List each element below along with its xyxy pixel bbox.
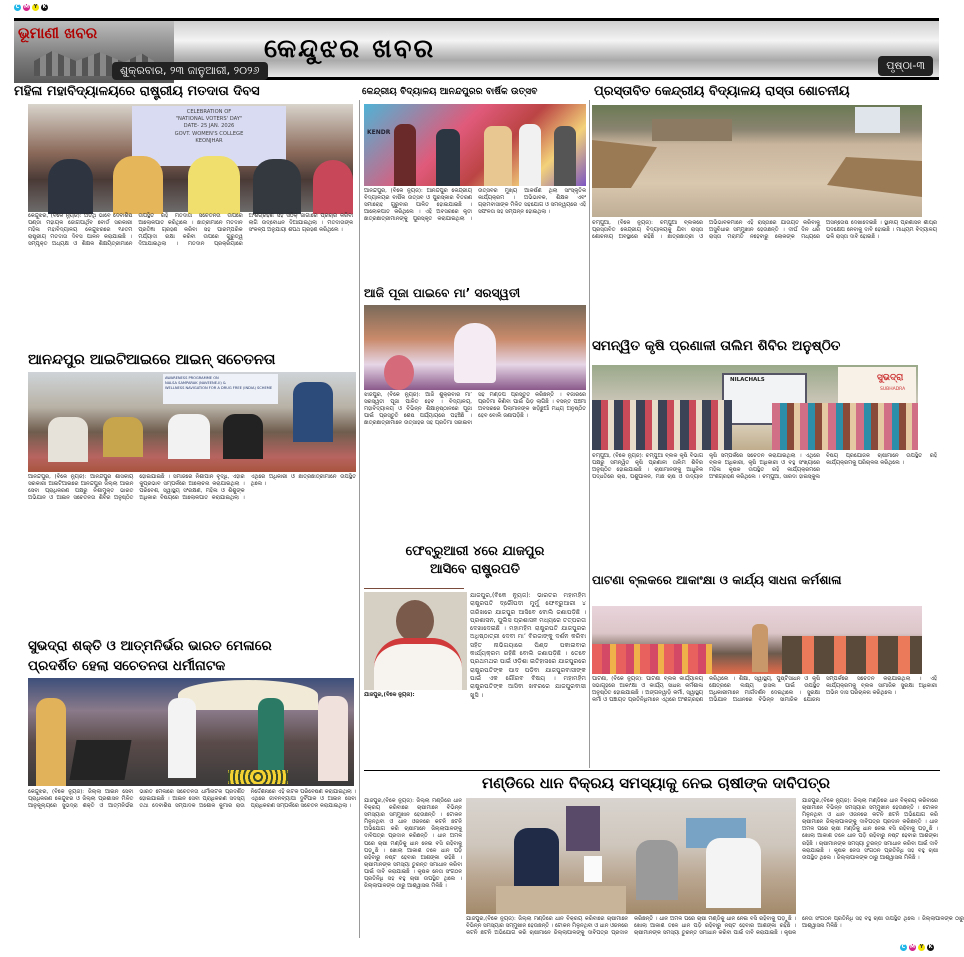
yellow-dot-icon: Y: [33, 4, 38, 10]
photo-krishi: [592, 365, 918, 450]
article-body-voters-day: କେନ୍ଦୁଝର, (ବିକେ ନ୍ୟୁଜ): ଅତିଥି ଭାବେ ଦେବାଶିଷ ପଣ୍ଡା ମହାୟକ ଜୋଗପାର୍ଥିବ ବୋର୍ଡ ସରକାରୀ ମହିଳା ମହାବିଦ୍ୟାଳୟ କେନ୍ଦୁଝରରେ ୧୬ତମ ରାଷ୍ଟ୍ରୀୟ ମତଦାତା ଦିବସ ପାଳନ କରାଯାଇଛି । ସମ୍ପୃକ୍ତ ଅଧ୍ୟକ୍ଷ ଓ ଶିକ୍ଷକ ଶିକ୍ଷୟିତ୍ରୀମାନେ ଉପସ୍ଥିତ ରହି ମତଦାତା ସଚେତନତା ଉପରେ ଆଲୋକପାତ କରିଥିଲେ । ଛାତ୍ରୀମାନେ ମତଦାନ ପ୍ରତିଜ୍ଞା ଗ୍ରହଣ କରିବା ସହ ପାରମ୍ପରିକ ମର୍ଯ୍ୟାଦା ରକ୍ଷା କରିବା ଉପରେ ଗୁରୁତ୍ୱ ଦିଆଯାଇଥିଲା । ମତଦାନ ପ୍ରକ୍ରିୟାରେ ଅଂଶଗ୍ରହଣ ସହ ସଠିକ୍ ଜାଗାରେ ପ୍ରଚାର କରିବା ଲାଗି ଉଦ୍ବୋଧନ ଦିଆଯାଇଥିଲା । ମତଦାତାଙ୍କ ସଂକଳ୍ପ ଅନୁଯାୟୀ ଶପଥ ଗ୍ରହଣ କରିଥିଲେ ।: [28, 213, 353, 248]
registration-marks-bottom: [900, 944, 934, 951]
headline-paddy-memo: ମଣ୍ଡିରେ ଧାନ ବିକ୍ରୟ ସମସ୍ୟାକୁ ନେଇ ଚାଷୀଙ୍କ ଦାବିପତ୍ର: [482, 774, 830, 792]
photo-voters-day: [28, 104, 353, 212]
headline-krishi: ସମନ୍ୱିତ କୃଷି ପ୍ରଣାଳୀ ତାଲିମ ଶିବିର ଅନୁଷ୍ଠିତ: [592, 338, 841, 354]
black-dot-icon: K: [42, 4, 47, 10]
banner-line: CELEBRATION OF: [186, 109, 232, 115]
article-body-subhadra-mela: କେନ୍ଦୁଝର, (ବିକେ ନ୍ୟୁଜ): ଜିଲ୍ଲା ଆଇନ ସେବା ପ୍ରାଧିକରଣ କେନ୍ଦୁଝର ଓ ଜିଲ୍ଲା ପ୍ରଶାସନ ମିଳିତ ଆନୁକୂଲ୍ୟରେ ସୁଭଦ୍ରା ଶକ୍ତି ଓ ଆତ୍ମନିର୍ଭର ଭାରତ ମେଳାରେ ସଚେତନତା ଧର୍ମୀନାଟକ ପ୍ରଦର୍ଶିତ ହୋଇଯାଇଛି । ଆଇନ ସେବା ପ୍ରାଧିକରଣ ସଦସ୍ୟ ତଥା ଦେବାଶିଷ ସମ୍ପାଦକ ଅଶୋକ କୁମାର ରାଉ ନିର୍ଦ୍ଦେଶନାରେ ଏହି ନାଟକ ପରିବେଷଣ କରାଯାଇଥିଲା । ଏଥିରେ ଜୀବନବ୍ୟାପୀ ଦୁର୍ବିପାକ ଓ ଆଇନ ସେବା ପ୍ରାଧିକରଣ ସମ୍ପର୍କରେ ସଚେତନ କରାଯାଇଥିଲା ।: [28, 789, 356, 810]
page-number: ପୃଷ୍ଠା-୩: [878, 56, 933, 76]
banner-line: NALSA SAMPARAK (NAVEENE-II) &: [165, 381, 226, 385]
headline-saraswati: ଆଜି ପୂଜା ପାଇବେ ମା’ ସରସ୍ୱତୀ: [364, 286, 521, 300]
photo-iti-awareness: [28, 372, 356, 472]
column-divider: [359, 100, 360, 938]
headline-kv-anandapur: କେନ୍ଦ୍ରୀୟ ବିଦ୍ୟାଳୟ ଆନନ୍ଦପୁରର ବାର୍ଷିକ ଉତ୍ସବ: [362, 86, 538, 97]
photo-kv-anandapur: [364, 104, 586, 186]
article-body-president: ଯାଜପୁର,(ବିକେ ନ୍ୟୁଜ): ଭାରତର ମହାମହିମ ରାଷ୍ଟ୍ରପତି ଦ୍ରୌପଦୀ ମୁର୍ମୁ ଫେବ୍ରୁଆରୀ ୪ ତାରିଖରେ ଯାଜପୁର ଆସିବେ ବୋଲି ଜଣାପଡ଼ିଛି । ପ୍ରଶାସନ, ପୁଲିସ ପ୍ରଶାସନ ମଧ୍ୟରେ ତତ୍ପରତା ଦେଖାଦେଇଛି । ମହାମହିମ ରାଷ୍ଟ୍ରପତି ଯାଜପୁରର ଅଧିଷ୍ଠାତ୍ରୀ ଦେବୀ ମା’ ବିରଜାଙ୍କୁ ଦର୍ଶନ କରିବା ସହିତ ନାଭିଗୟାରେ ପିଣ୍ଡ ପକାଇବାର କାର୍ଯ୍ୟକ୍ରମ ରହିଛି ବୋଲି ଜଣାପଡ଼ିଛି । ତେବେ ପ୍ରଥମଥର ପାଇଁ ଓଡ଼ିଶା ଇତିହାସରେ ଯାଜପୁରରେ ରାଷ୍ଟ୍ରପତିଙ୍କ ପାଦ ପଡ଼ିବା ଯାଜପୁରବାସୀଙ୍କ ପାଇଁ ଏକ ଗୌରବ ବିଷୟ । ମହାମହିମ ରାଷ୍ଟ୍ରପତିଙ୍କ ଆସିବା ଖବରରେ ଯାଜପୁରବାସୀ ଖୁସି ।: [470, 592, 587, 699]
photo-saraswati: [364, 305, 586, 390]
banner-text: SUBHADRA: [880, 387, 906, 392]
headline-president-line2: ଆସିବେ ରାଷ୍ଟ୍ରପତି: [430, 562, 520, 577]
cyan-dot-icon: C: [15, 4, 20, 10]
banner-text: ସୁଭଦ୍ରା: [877, 373, 904, 383]
banner-line: DATE- 25 JAN. 2026: [183, 123, 235, 130]
yellow-dot-icon: Y: [919, 944, 924, 950]
banner-line: AWARENESS PROGRAMME ON: [165, 376, 219, 380]
article-body-iti-awareness: ଆନନ୍ଦପୁର, (ବିକେ ନ୍ୟୁଜ): ଆନନ୍ଦପୁର ଶାସକୀୟ ସରକାରୀ ଆଇଟିଆଇରେ ଆନନ୍ଦପୁର ଜିଲ୍ଲା ଆଇନ ସେବା ପ୍ରାଧିକରଣ ପକ୍ଷରୁ ନିଶାମୁକ୍ତ ଭାରତ ଅଭିଯାନ ଓ ଆଇନ ସଚେତନତା ଶିବିର ଅନୁଷ୍ଠିତ ହୋଇଯାଇଛି । ସମାଜରେ ନିଶାପାନ ବୃଦ୍ଧି, ଏହାର କୁପ୍ରଭାବ ସମ୍ପର୍କରେ ଆଲୋଚନା କରାଯାଇଥିଲା । ପରିବେଶ, ସ୍ୱାସ୍ଥ୍ୟ ସଂରକ୍ଷଣ, ମହିଳା ଓ ଶିଶୁଙ୍କ ଅଧିକାର ବିଷୟରେ ଆଲୋକପାତ କରାଯାଇଥିଲା । ଏଥିରେ ଅଧିକାରୀ ଓ ଛାତ୍ରଛାତ୍ରୀମାନେ ଉପସ୍ଥିତ ଥିଲେ ।: [28, 474, 356, 502]
divider: [364, 588, 464, 589]
magenta-dot-icon: M: [910, 944, 915, 950]
headline-subhadra-line1: ସୁଭଦ୍ରା ଶକ୍ତି ଓ ଆତ୍ମନିର୍ଭର ଭାରତ ମେଳାରେ: [28, 638, 272, 654]
cyan-dot-icon: C: [901, 944, 906, 950]
banner-line: KENDR: [367, 129, 391, 136]
president-dateline: ଯାଜପୁର,(ବିକେ ନ୍ୟୁଜ):: [364, 692, 415, 698]
article-body-krishi: ଚମ୍ପୁଆ, (ବିକେ ନ୍ୟୁଜ): ଚମ୍ପୁଆ ବ୍ଲକ କୃଷି ବିଭାଗ ପକ୍ଷରୁ ସମନ୍ୱିତ କୃଷି ପ୍ରଣାଳୀ ତାଲିମ ଶିବିର ଅନୁଷ୍ଠିତ ହୋଇଯାଇଛି । ଚାଷୀମାନଙ୍କୁ ଆଧୁନିକ ପଦ୍ଧତିରେ ଚାଷ, ପଶୁପାଳନ, ମାଛ ଚାଷ ଓ ଉଦ୍ୟାନ କୃଷି ସମ୍ପର୍କରେ ସଚେତନ କରାଯାଇଥିଲା । ଏଥିରେ ବ୍ଲକ ଅଧିକାରୀ, କୃଷି ଅଧିକାରୀ ଓ ବହୁ ସଂଖ୍ୟାରେ ମହିଳା କୃଷକ ଉପସ୍ଥିତ ରହି କାର୍ଯ୍ୟକ୍ରମରେ ଅଂଶଗ୍ରହଣ କରିଥିଲେ । ଚମ୍ପୁଆ, ସାରଦା ହାଇସ୍କୁଲ ବିଷୟ ପ୍ରଯୋଜକ ଚାଷୀମାନେ ଉପସ୍ଥିତ ରହି କାର୍ଯ୍ୟକ୍ରମକୁ ପରିଚାଳନା କରିଥିଲେ ।: [592, 453, 937, 481]
masthead: [14, 18, 939, 80]
headline-patana-workshop: ପାଟଣା ବ୍ଲକରେ ଆକାଂକ୍ଷା ଓ କାର୍ଯ୍ୟ ସାଧନା କର୍ମଶାଳା: [592, 573, 842, 587]
banner-line: KEONJHAR: [195, 137, 223, 144]
registration-marks-top: [14, 4, 48, 11]
black-dot-icon: K: [928, 944, 933, 950]
brand-logo: ଭୂମାଣୀ ଖବର: [18, 24, 98, 42]
article-body-paddy-memo-left: ଯାଜପୁର,(ବିକେ ନ୍ୟୁଜ): ଜିଲ୍ଲା ମଣ୍ଡିରେ ଧାନ ବିକ୍ରୟ କରିବାରେ ଚାଷୀମାନେ ବିଭିନ୍ନ ସମସ୍ୟାର ସମ୍ମୁଖୀନ ହେଉଛନ୍ତି । ଟୋକନ ମିଳୁନଥିବା ଓ ଧାନ ଓଜନରେ କଟନି ଛଟନି ଅଭିଯୋଗ କରି ଚାଷୀମାନେ ଜିଲ୍ଲାପାଳଙ୍କୁ ଦାବିପତ୍ର ପ୍ରଦାନ କରିଛନ୍ତି । ଧାନ ଅମଳ ପରେ ଚାଷୀ ମଣ୍ଡିକୁ ଧାନ ନେଇ ବସି ରହିବାକୁ ପଡ଼ୁଛି । ଖୋଲା ଆକାଶ ତଳେ ଧାନ ପଡ଼ି ରହିବାରୁ ନଷ୍ଟ ହେବାର ଆଶଙ୍କା ରହିଛି । ଚାଷୀମାନଙ୍କ ସମସ୍ୟା ତୁରନ୍ତ ସମାଧାନ କରିବା ପାଇଁ ଦାବି କରାଯାଇଛି । କୃଷକ ନେତା ସଂଗଠନ ପ୍ରତିନିଧି ସହ ବହୁ ଚାଷୀ ଉପସ୍ଥିତ ଥିଲେ । ଜିଲ୍ଲାପାଳଙ୍କ ଠାରୁ ଆଶ୍ୱାସନା ମିଳିଛି ।: [364, 798, 462, 890]
article-body-saraswati: ଝାଜପୁର, (ବିକେ ନ୍ୟୁଜ): ଆଜି ଶୁକ୍ରବାର ମା’ ସରସ୍ୱତୀ ପୂଜା ପାଳିତ ହେବ । ବିଦ୍ୟାଳୟ, ମହାବିଦ୍ୟାଳୟ ଓ ବିଭିନ୍ନ ଶିକ୍ଷାନୁଷ୍ଠାନରେ ପୂଜା ପାଇଁ ପ୍ରସ୍ତୁତି ଶେଷ ପର୍ଯ୍ୟାୟରେ ପହଞ୍ଚିଛି । ଛାତ୍ରଛାତ୍ରୀମାନେ ଉତ୍ସାହର ସହ ପ୍ରତିମା ସଜାଇବା ସହ ମଣ୍ଡପ ପ୍ରସ୍ତୁତ କରିଛନ୍ତି । ବଜାରରେ ପ୍ରତିମା କିଣିବା ପାଇଁ ଭିଡ଼ ଲାଗିଛି । ବସନ୍ତ ପଞ୍ଚମୀ ଅବସରରେ ପିଲାମାନଙ୍କ ଖଡ଼ିଛୁଆଁ ମଧ୍ୟ ଅନୁଷ୍ଠିତ ହେବ ବୋଲି ଜଣାପଡ଼ିଛି ।: [364, 392, 586, 427]
bus-sign-text: NILACHALS: [730, 377, 765, 383]
headline-president-line1: ଫେବ୍ରୁଆରୀ ୪ରେ ଯାଜପୁର: [405, 544, 545, 559]
banner-line: WELLNESS NAVIGATION FOR A DRUG FREE (INDIA) SCHEME: [165, 386, 273, 390]
article-body-paddy-memo-bottom: ଯାଜପୁର,(ବିକେ ନ୍ୟୁଜ): ଜିଲ୍ଲା ମଣ୍ଡିରେ ଧାନ ବିକ୍ରୟ କରିବାରେ ଚାଷୀମାନେ ବିଭିନ୍ନ ସମସ୍ୟାର ସମ୍ମୁଖୀନ ହେଉଛନ୍ତି । ଟୋକନ ମିଳୁନଥିବା ଓ ଧାନ ଓଜନରେ କଟନି ଛଟନି ଅଭିଯୋଗ କରି ଚାଷୀମାନେ ଜିଲ୍ଲାପାଳଙ୍କୁ ଦାବିପତ୍ର ପ୍ରଦାନ କରିଛନ୍ତି । ଧାନ ଅମଳ ପରେ ଚାଷୀ ମଣ୍ଡିକୁ ଧାନ ନେଇ ବସି ରହିବାକୁ ପଡ଼ୁଛି । ଖୋଲା ଆକାଶ ତଳେ ଧାନ ପଡ଼ି ରହିବାରୁ ନଷ୍ଟ ହେବାର ଆଶଙ୍କା ରହିଛି । ଚାଷୀମାନଙ୍କ ସମସ୍ୟା ତୁରନ୍ତ ସମାଧାନ କରିବା ପାଇଁ ଦାବି କରାଯାଇଛି । କୃଷକ ନେତା ସଂଗଠନ ପ୍ରତିନିଧି ସହ ବହୁ ଚାଷୀ ଉପସ୍ଥିତ ଥିଲେ । ଜିଲ୍ଲାପାଳଙ୍କ ଠାରୁ ଆଶ୍ୱାସନା ମିଳିଛି ।: [466, 916, 964, 937]
article-body-patana-workshop: ପାଟଣା, (ବିକେ ନ୍ୟୁଜ): ପାଟଣା ବ୍ଲକ କାର୍ଯ୍ୟାଳୟ ସଭାଗୃହରେ ଆକାଂକ୍ଷା ଓ କାର୍ଯ୍ୟ ସାଧନା କର୍ମଶାଳା ଅନୁଷ୍ଠିତ ହୋଇଯାଇଛି । ଅଙ୍ଗନୱାଡ଼ି କର୍ମୀ, ସ୍ୱାସ୍ଥ୍ୟ କର୍ମୀ ଓ ପଞ୍ଚାୟତ ପ୍ରତିନିଧିମାନେ ଏଥିରେ ଅଂଶଗ୍ରହଣ କରିଥିଲେ । ଶିକ୍ଷା, ସ୍ୱାସ୍ଥ୍ୟ, ପୁଷ୍ଟିସାଧନ ଓ କୃଷି କ୍ଷେତ୍ରରେ ଲକ୍ଷ୍ୟ ହାସଲ ପାଇଁ ଉପସ୍ଥିତ ଅଧିକାରୀମାନେ ମାର୍ଗଦର୍ଶନ ଦେଇଥିଲେ । ସୁରକ୍ଷା ଅଭିଯାନ ଅଧୀନରେ ବିଭିନ୍ନ ସାମାଜିକ ଯୋଜନା ସମ୍ପର୍କରେ ସଚେତନ କରାଯାଇଥିଲା । ଏହି କାର୍ଯ୍ୟକ୍ରମକୁ ବ୍ଲକ ସାମାଜିକ ସୁରକ୍ଷା ଅଧିକାରୀ ଅଭିନ ଦାସ ପରିଚାଳନା କରିଥିଲେ ।: [592, 676, 937, 704]
photo-paddy-memo: [466, 798, 796, 914]
headline-iti-awareness: ଆନନ୍ଦପୁର ଆଇଟିଆଇରେ ଆଇନ୍ ସଚେତନତା: [28, 352, 276, 368]
headline-subhadra-line2: ପ୍ରଦର୍ଶିତ ହେଲା ସଚେତନତା ଧର୍ମୀନାଟକ: [28, 658, 226, 674]
article-body-kv-road: ଚମ୍ପୁଆ, (ବିକେ ନ୍ୟୁଜ): ଚମ୍ପୁଆ ବ୍ଲକରେ ପ୍ରସ୍ତାବିତ କେନ୍ଦ୍ରୀୟ ବିଦ୍ୟାଳୟକୁ ଯିବା ରାସ୍ତା ଶୋଚନୀୟ ଅବସ୍ଥାରେ ରହିଛି । ଛାତ୍ରଛାତ୍ରୀ ଓ ଅଭିଭାବକମାନେ ଏହି ରାସ୍ତାରେ ଯାତାୟତ କରିବାକୁ ଅସୁବିଧାର ସମ୍ମୁଖୀନ ହେଉଛନ୍ତି । ଦୀର୍ଘ ଦିନ ଧରି ରାସ୍ତା ମରାମତି ନହେବାରୁ ଲୋକଙ୍କ ମଧ୍ୟରେ ଅସନ୍ତୋଷ ଦେଖାଦେଇଛି । ସ୍ଥାନୀୟ ପ୍ରଶାସନ ଶୀଘ୍ର ପଦକ୍ଷେପ ନେବାକୁ ଦାବି ହୋଇଛି । ମାଧ୍ୟମ ବିଦ୍ୟାଳୟ ଭଳି ରାସ୍ତା ଦାବି ହୋଇଛି ।: [592, 220, 937, 241]
magenta-dot-icon: M: [24, 4, 29, 10]
headline-voters-day: ମହିଳା ମହାବିଦ୍ୟାଳୟରେ ରାଷ୍ଟ୍ରୀୟ ମତଦାତା ଦିବସ: [14, 84, 260, 99]
headline-kv-road: ପ୍ରସ୍ତାବିତ କେନ୍ଦ୍ରୀୟ ବିଦ୍ୟାଳୟ ରାସ୍ତା ଶୋଚନୀୟ: [594, 84, 850, 99]
issue-date: ଶୁକ୍ରବାର, ୨୩ ଜାନୁଆରୀ, ୨୦୨୬: [112, 62, 268, 80]
photo-kv-road: [592, 105, 922, 217]
article-body-kv-anandapur: ଆନନ୍ଦପୁର, (ବିକେ ନ୍ୟୁଜ): ଆନନ୍ଦପୁର କେନ୍ଦ୍ରୀୟ ବିଦ୍ୟାଳୟର ବାର୍ଷିକ ଉତ୍ସବ ଓ ପୁରସ୍କାର ବିତରଣ ସମାରୋହ ଗୁରୁବାର ପାଳିତ ହୋଇଯାଇଛି । ଆଲୋକପାତ କରିଥିଲେ । ଏହି ଅବସରରେ କୃତୀ ଛାତ୍ରଛାତ୍ରୀମାନଙ୍କୁ ପୁରସ୍କୃତ କରାଯାଇଥିଲା । ଉତ୍ସବର ମୁଖ୍ୟ ଆକର୍ଷଣ ଥିଲା ସାଂସ୍କୃତିକ କାର୍ଯ୍ୟକ୍ରମ । ଅଭିଭାବକ, ଶିକ୍ଷକ ଏବଂ ଗ୍ରାମବାସୀଙ୍କ ମିଳିତ ସହଯୋଗ ଓ ସମନ୍ୱୟରେ ଏହି ସଫଳତା ସହ ସମ୍ପନ୍ନ ହୋଇଥିଲା ।: [364, 188, 586, 223]
photo-subhadra-mela: [28, 678, 354, 786]
photo-patana-workshop: [592, 606, 922, 674]
banner-line: "NATIONAL VOTERS' DAY": [175, 116, 243, 123]
column-divider: [589, 100, 590, 768]
photo-president: [364, 592, 467, 690]
divider: [364, 770, 940, 771]
article-body-paddy-memo-right: ଯାଜପୁର,(ବିକେ ନ୍ୟୁଜ): ଜିଲ୍ଲା ମଣ୍ଡିରେ ଧାନ ବିକ୍ରୟ କରିବାରେ ଚାଷୀମାନେ ବିଭିନ୍ନ ସମସ୍ୟାର ସମ୍ମୁଖୀନ ହେଉଛନ୍ତି । ଟୋକନ ମିଳୁନଥିବା ଓ ଧାନ ଓଜନରେ କଟନି ଛଟନି ଅଭିଯୋଗ କରି ଚାଷୀମାନେ ଜିଲ୍ଲାପାଳଙ୍କୁ ଦାବିପତ୍ର ପ୍ରଦାନ କରିଛନ୍ତି । ଧାନ ଅମଳ ପରେ ଚାଷୀ ମଣ୍ଡିକୁ ଧାନ ନେଇ ବସି ରହିବାକୁ ପଡ଼ୁଛି । ଖୋଲା ଆକାଶ ତଳେ ଧାନ ପଡ଼ି ରହିବାରୁ ନଷ୍ଟ ହେବାର ଆଶଙ୍କା ରହିଛି । ଚାଷୀମାନଙ୍କ ସମସ୍ୟା ତୁରନ୍ତ ସମାଧାନ କରିବା ପାଇଁ ଦାବି କରାଯାଇଛି । କୃଷକ ନେତା ସଂଗଠନ ପ୍ରତିନିଧି ସହ ବହୁ ଚାଷୀ ଉପସ୍ଥିତ ଥିଲେ । ଜିଲ୍ଲାପାଳଙ୍କ ଠାରୁ ଆଶ୍ୱାସନା ମିଳିଛି ।: [802, 798, 938, 861]
section-title: କେନ୍ଦୁଝର ଖବର: [264, 34, 436, 64]
banner-line: GOVT. WOMEN'S COLLEGE: [174, 130, 244, 137]
